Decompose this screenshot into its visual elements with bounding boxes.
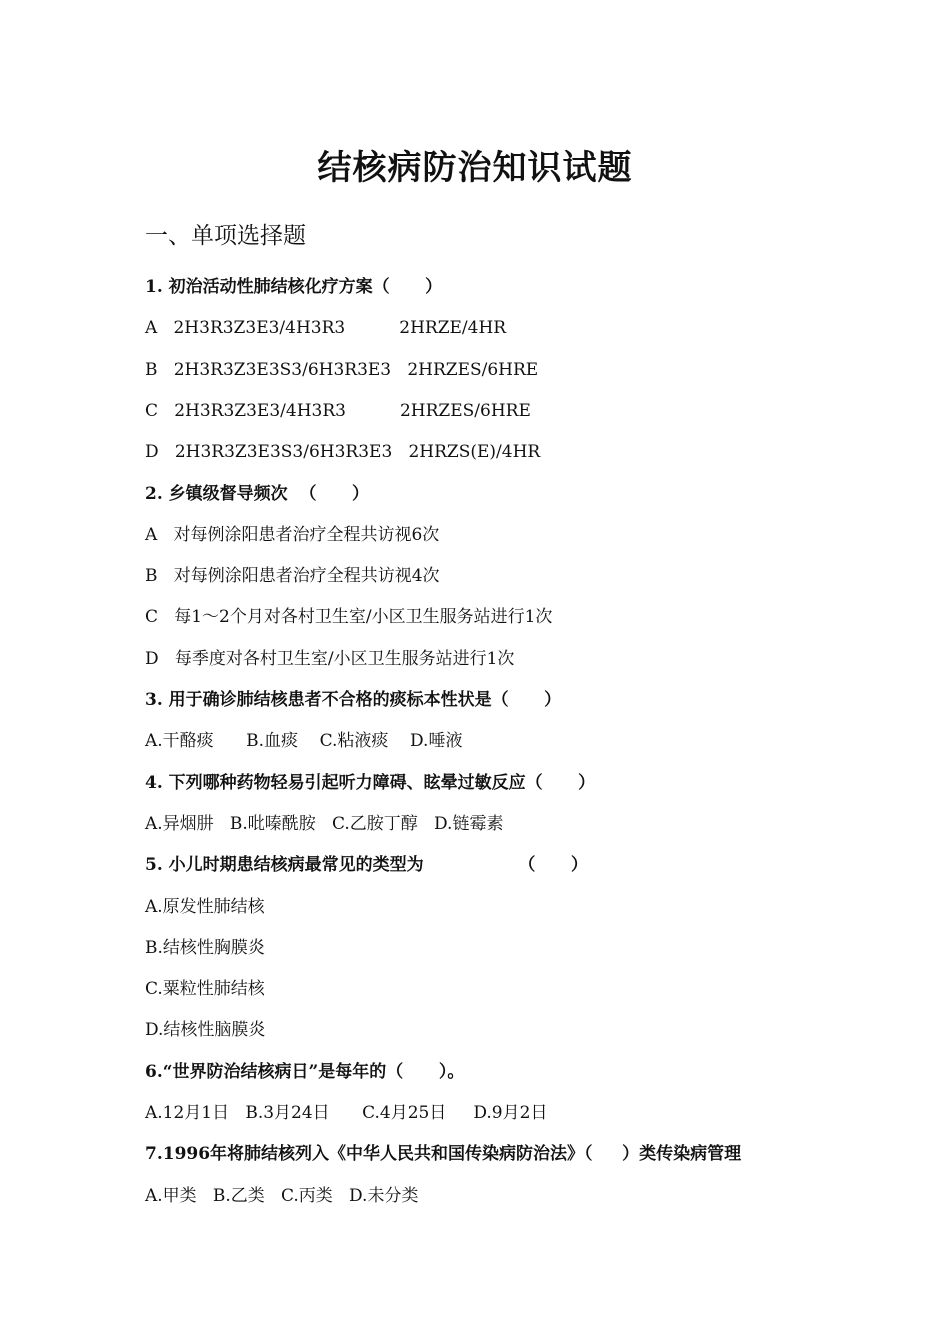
- option-text: A.干酪痰 B.血痰 C.粘液痰 D.唾液: [145, 731, 463, 752]
- document-title: 结核病防治知识试题: [317, 148, 633, 188]
- option-text: A.12月1日 B.3月24日 C.4月25日 D.9月2日: [145, 1103, 548, 1123]
- question-text: 6.“世界防治结核病日”是每年的（ ）。: [145, 1061, 465, 1082]
- question-text: 3. 用于确诊肺结核患者不合格的痰标本性状是（ ）: [145, 690, 562, 710]
- option-text: A 对每例涂阳患者治疗全程共访视6次: [145, 524, 440, 545]
- option-text: C 2H3R3Z3E3/4H3R3 2HRZES/6HRE: [145, 400, 531, 421]
- option-text: D 2H3R3Z3E3S3/6H3R3E3 2HRZS(E)/4HR: [145, 442, 541, 463]
- option-text: A.甲类 B.乙类 C.丙类 D.未分类: [145, 1185, 419, 1206]
- option-text: C.粟粒性肺结核: [145, 979, 265, 1000]
- option-text: B.结核性胸膜炎: [145, 937, 265, 958]
- option-text: D.结核性脑膜炎: [145, 1020, 266, 1041]
- question-text: 4. 下列哪种药物轻易引起听力障碍、眩晕过敏反应（ ）: [145, 772, 596, 793]
- option-text: A.异烟肼 B.吡嗪酰胺 C.乙胺丁醇 D.链霉素: [145, 813, 504, 834]
- question-text: 1. 初治活动性肺结核化疗方案（ ）: [145, 277, 443, 297]
- option-text: D 每季度对各村卫生室/小区卫生服务站进行1次: [145, 648, 515, 669]
- option-text: C 每1～2个月对各村卫生室/小区卫生服务站进行1次: [145, 607, 553, 628]
- option-text: B 2H3R3Z3E3S3/6H3R3E3 2HRZES/6HRE: [145, 359, 539, 380]
- option-text: B 对每例涂阳患者治疗全程共访视4次: [145, 566, 440, 587]
- option-text: A 2H3R3Z3E3/4H3R3 2HRZE/4HR: [145, 318, 507, 339]
- question-text: 5. 小儿时期患结核病最常见的类型为 （ ）: [145, 855, 588, 876]
- question-text: 7.1996年将肺结核列入《中华人民共和国传染病防治法》（ ）类传染病管理: [145, 1144, 742, 1165]
- option-text: A.原发性肺结核: [145, 896, 265, 917]
- question-text: 2. 乡镇级督导频次 （ ）: [145, 483, 370, 504]
- section-heading: 一、单项选择题: [145, 223, 306, 249]
